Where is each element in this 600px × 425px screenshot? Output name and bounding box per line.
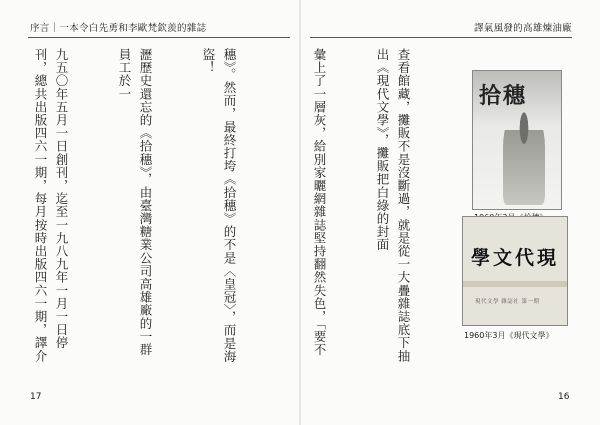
modern-literature-cover-caption: 1960年3月《現代文學》 [464, 331, 554, 340]
book-gutter [299, 0, 301, 425]
shisui-cover-title: 拾穗 [479, 83, 528, 109]
left-page-body [30, 48, 282, 366]
right-col-1: 查看館藏，攤販不是沒斷過，就是從一大疊雜誌底下抽出《現代文學》，攤販把白綠的封面 [375, 48, 411, 363]
left-header-rule [28, 37, 290, 38]
left-page-header: 序言｜一本令白先勇和李歐梵欽羨的雜誌 [30, 23, 207, 34]
cover-figure-illustration [503, 109, 545, 205]
right-page-header: 譯氣風發的高雄煉油廠 [473, 23, 572, 34]
right-header-rule [310, 37, 572, 38]
shisui-magazine-cover-image [472, 70, 562, 210]
right-page-body [312, 48, 456, 366]
modern-literature-cover-image [462, 216, 568, 326]
modern-literature-cover-title: 學文代現 [471, 247, 560, 269]
modern-literature-cover-subtitle: 現代文學 雜誌社 第一期 [475, 299, 540, 305]
left-col-1: 穗》。然而，最終打垮《拾穗》的不是〈皇冠〉，而是海盜！ [201, 48, 237, 363]
left-page-number: 17 [30, 392, 42, 402]
cover-band-decoration [463, 281, 567, 287]
right-col-2: 彙上了一層灰，給別家曬網雜誌堅持翻然失色，「要不 [312, 48, 327, 357]
left-col-3: 九五〇年五月一日創刊，迄至一九八九年一月一日停刊，總共出版四六一期，每月按時出版四六一期，譯介 [33, 48, 69, 363]
left-col-2: 瀝歷史還忘的《拾穗》，由臺灣糖業公司高雄廠的一群員工於一 [117, 48, 153, 357]
right-page-number: 16 [558, 392, 570, 402]
